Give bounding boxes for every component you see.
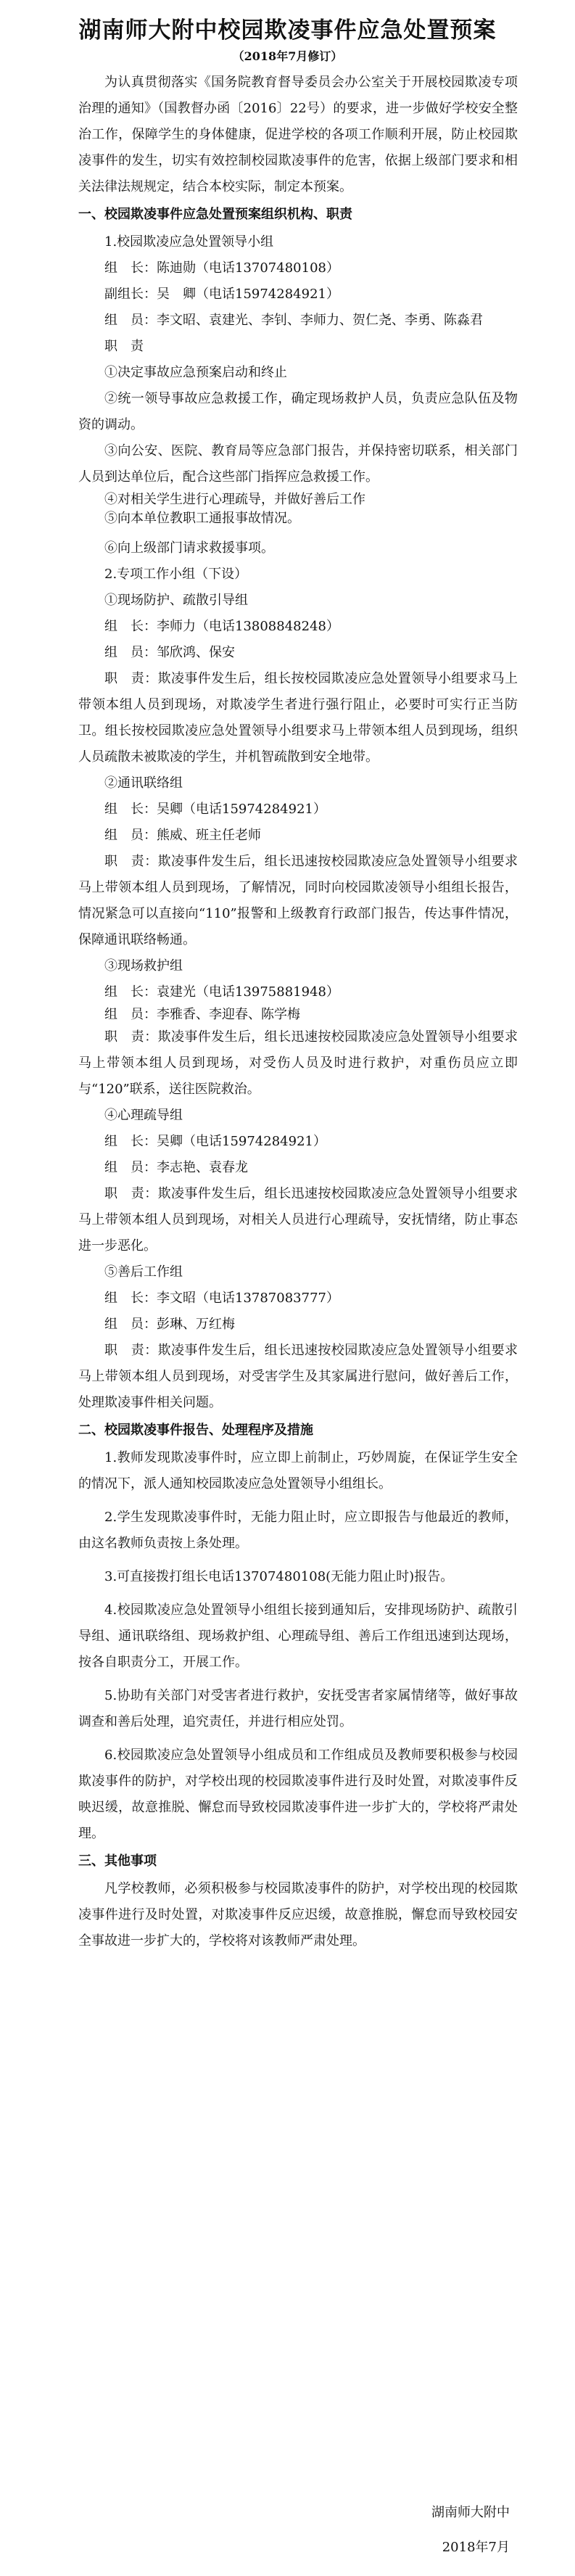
duty-item-5: ⑤向本单位教职工通报事故情况。 [104,511,300,526]
group-4-duty: 职 责：欺凌事件发生后，组长迅速按校园欺凌应急处置领导小组要求马上带领本组人员到现场，对相关人员进行心理疏导，安抚情绪，防止事态进一步恶化。 [78,1186,518,1254]
group-4-name: ④心理疏导组 [104,1108,183,1123]
group-4-leader: 组 长：吴卿（电话15974284921） [104,1134,326,1149]
members-line: 组 员：李文昭、袁建光、李钊、李师力、贺仁尧、李勇、陈淼君 [104,313,483,328]
document-title: 湖南师大附中校园欺凌事件应急处置预案 [78,17,497,44]
signature-date: 2018年7月 [442,2540,510,2555]
leadership-group-title: 1.校园欺凌应急处置领导小组 [104,234,274,250]
duty-item-6: ⑥向上级部门请求救援事项。 [104,540,274,556]
procedure-item-1: 1.教师发现欺凌事件时，应立即上前制止，巧妙周旋，在保证学生安全的情况下，派人通知校园欺凌应急处置领导小组组长。 [78,1450,518,1491]
group-1-name: ①现场防护、疏散引导组 [104,593,248,608]
duty-item-4: ④对相关学生进行心理疏导，并做好善后工作 [104,492,365,507]
group-2-duty: 职 责：欺凌事件发生后，组长迅速按校园欺凌应急处置领导小组要求马上带领本组人员到现场，了解情况，同时向校园欺凌领导小组组长报告，情况紧急可以直接向“110”报警和上级教育行政部门报告，传达事件情况，保障通讯联络畅通。 [78,854,518,947]
leader-line: 组 长：陈迪勋（电话13707480108） [104,260,339,276]
intro-paragraph: 为认真贯彻落实《国务院教育督导委员会办公室关于开展校园欺凌专项治理的通知》（国教督办函〔2016〕22号）的要求，进一步做好学校安全整治工作，保障学生的身体健康，促进学校的各项工作顺利开展，防止校园欺凌事件的发生，切实有效控制校园欺凌事件的危害，依据上级部门要求和相关法律法规规定，结合本校实际，制定本预案。 [78,75,518,194]
procedure-item-3: 3.可直接拨打组长电话13707480108(无能力阻止时)报告。 [104,1569,454,1584]
group-5-name: ⑤善后工作组 [104,1264,183,1280]
section-1-heading: 一、校园欺凌事件应急处置预案组织机构、职责 [78,207,352,222]
procedure-item-6: 6.校园欺凌应急处置领导小组成员和工作组成员及教师要积极参与校园欺凌事件的防护，对学校出现的校园欺凌事件进行及时处置，对欺凌事件反映迟缓，故意推脱、懈怠而导致校园欺凌事件进一步扩大的，学校将严肃处理。 [78,1748,518,1841]
group-5-members: 组 员：彭琳、万红梅 [104,1317,235,1332]
group-2-leader: 组 长：吴卿（电话15974284921） [104,802,326,817]
group-4-members: 组 员：李志艳、袁春龙 [104,1160,248,1175]
signature-org: 湖南师大附中 [431,2505,510,2520]
other-matters-paragraph: 凡学校教师，必须积极参与校园欺凌事件的防护，对学校出现的校园欺凌事件进行及时处置，对欺凌事件反应迟缓，故意推脱，懈怠而导致校园安全事故进一步扩大的，学校将对该教师严肃处理。 [78,1881,518,1949]
group-3-leader: 组 长：袁建光（电话13975881948） [104,984,339,1000]
duties-label: 职 责 [104,339,144,354]
group-1-duty: 职 责：欺凌事件发生后，组长按校园欺凌应急处置领导小组要求马上带领本组人员到现场，对欺凌学生者进行强行阻止，必要时可实行正当防卫。组长按校园欺凌应急处置领导小组要求马上带领本组人员到现场，组织人员疏散未被欺凌的学生，并机智疏散到安全地带。 [78,671,518,765]
group-1-leader: 组 长：李师力（电话13808848248） [104,619,339,634]
work-groups-title: 2.专项工作小组（下设） [104,567,248,582]
group-1-members: 组 员：邹欣鸿、保安 [104,645,235,660]
group-5-duty: 职 责：欺凌事件发生后，组长迅速按校园欺凌应急处置领导小组要求马上带领本组人员到现场，对受害学生及其家属进行慰问，做好善后工作，处理欺凌事件相关问题。 [78,1343,518,1410]
document-body [78,70,518,1954]
duty-item-1: ①决定事故应急预案启动和终止 [104,365,287,380]
procedure-item-5: 5.协助有关部门对受害者进行救护，安抚受害者家属情绪等，做好事故调查和善后处理，追究责任，并进行相应处罚。 [78,1688,518,1729]
group-2-members: 组 员：熊威、班主任老师 [104,828,261,843]
group-3-duty: 职 责：欺凌事件发生后，组长迅速按校园欺凌应急处置领导小组要求马上带领本组人员到现场，对受伤人员及时进行救护，对重伤员应立即与“120”联系，送往医院救治。 [78,1029,518,1097]
procedure-item-4: 4.校园欺凌应急处置领导小组组长接到通知后，安排现场防护、疏散引导组、通讯联络组、现场救护组、心理疏导组、善后工作组迅速到达现场，按各自职责分工，开展工作。 [78,1602,518,1670]
duty-item-3: ③向公安、医院、教育局等应急部门报告，并保持密切联系，相关部门人员到达单位后，配合这些部门指挥应急救援工作。 [78,443,518,485]
vice-leader-line: 副组长：吴 卿（电话15974284921） [104,287,339,302]
group-2-name: ②通讯联络组 [104,775,183,791]
duty-item-2: ②统一领导事故应急救援工作，确定现场救护人员，负责应急队伍及物资的调动。 [78,391,518,432]
group-5-leader: 组 长：李文昭（电话13787083777） [104,1291,339,1306]
section-3-heading: 三、其他事项 [78,1853,157,1869]
document-subtitle: （2018年7月修订） [232,49,343,63]
group-3-members: 组 员：李雅香、李迎春、陈学梅 [104,1007,300,1022]
group-3-name: ③现场救护组 [104,958,183,974]
section-2-heading: 二、校园欺凌事件报告、处理程序及措施 [78,1423,313,1438]
procedure-item-2: 2.学生发现欺凌事件时，无能力阻止时，应立即报告与他最近的教师，由这名教师负责按上条处理。 [78,1510,518,1551]
